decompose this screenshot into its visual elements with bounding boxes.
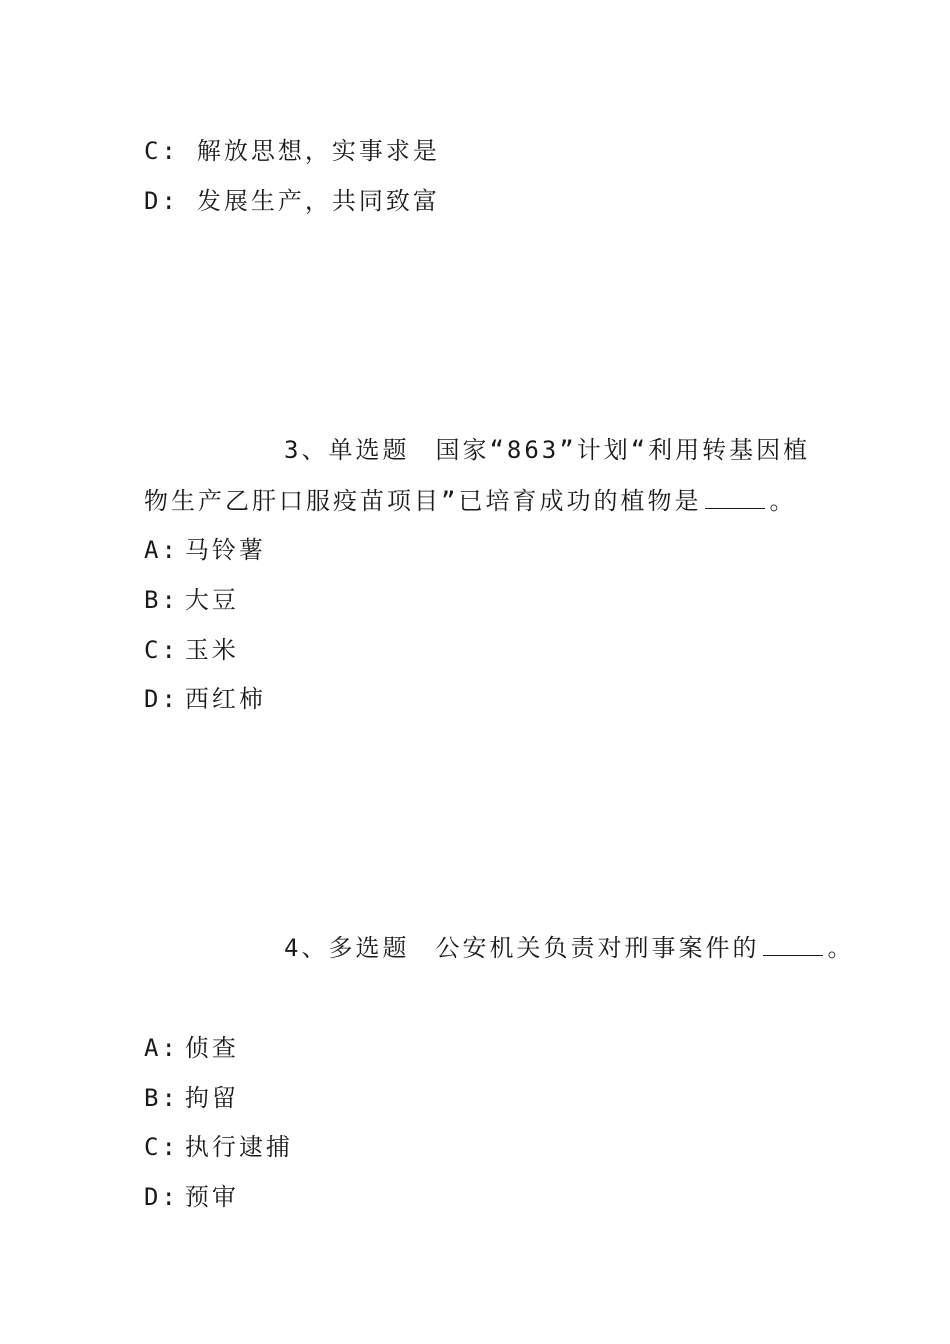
option-label: C: [144, 636, 179, 664]
option-text: 大豆 [184, 586, 239, 614]
q3-option-b [144, 585, 239, 615]
question-number: 4、 [284, 934, 329, 962]
question-stem: 公安机关负责对刑事案件的 [435, 934, 760, 962]
option-label: C: [144, 137, 179, 165]
option-text: 马铃薯 [184, 536, 266, 564]
option-text: 执行逮捕 [184, 1133, 293, 1161]
q4-option-d [144, 1182, 239, 1212]
answer-blank [763, 935, 823, 956]
q4-option-c [144, 1132, 293, 1162]
option-text: 预审 [184, 1183, 239, 1211]
option-label: D: [144, 187, 179, 215]
q3-option-d [144, 684, 266, 714]
option-text: 侦查 [184, 1034, 239, 1062]
question-stem-end: 。 [769, 487, 797, 515]
question-type: 单选题 [328, 436, 410, 464]
q4-option-a [144, 1033, 239, 1063]
q4-stem [284, 933, 854, 963]
q3-option-c [144, 635, 239, 665]
option-label: D: [144, 685, 179, 713]
option-text: 西红柿 [184, 685, 266, 713]
question-stem-continued: 物生产乙肝口服疫苗项目”已培育成功的植物是 [144, 487, 702, 515]
option-label: B: [144, 1084, 179, 1112]
option-label: B: [144, 586, 179, 614]
option-text: 玉米 [184, 636, 239, 664]
q3-stem-line1 [284, 435, 810, 465]
answer-blank [705, 488, 765, 509]
q2-option-c [144, 136, 440, 166]
option-label: A: [144, 1034, 179, 1062]
question-stem-end: 。 [827, 934, 855, 962]
option-text: 解放思想，实事求是 [196, 137, 440, 165]
option-label: A: [144, 536, 179, 564]
q2-option-d [144, 186, 440, 216]
option-text: 发展生产，共同致富 [196, 187, 440, 215]
option-label: C: [144, 1133, 179, 1161]
q3-stem-line2 [144, 486, 796, 516]
option-text: 拘留 [184, 1084, 239, 1112]
question-stem: 国家“863”计划“利用转基因植 [435, 436, 811, 464]
q4-option-b [144, 1083, 239, 1113]
q3-option-a [144, 535, 266, 565]
question-number: 3、 [284, 436, 329, 464]
option-label: D: [144, 1183, 179, 1211]
question-type: 多选题 [328, 934, 410, 962]
